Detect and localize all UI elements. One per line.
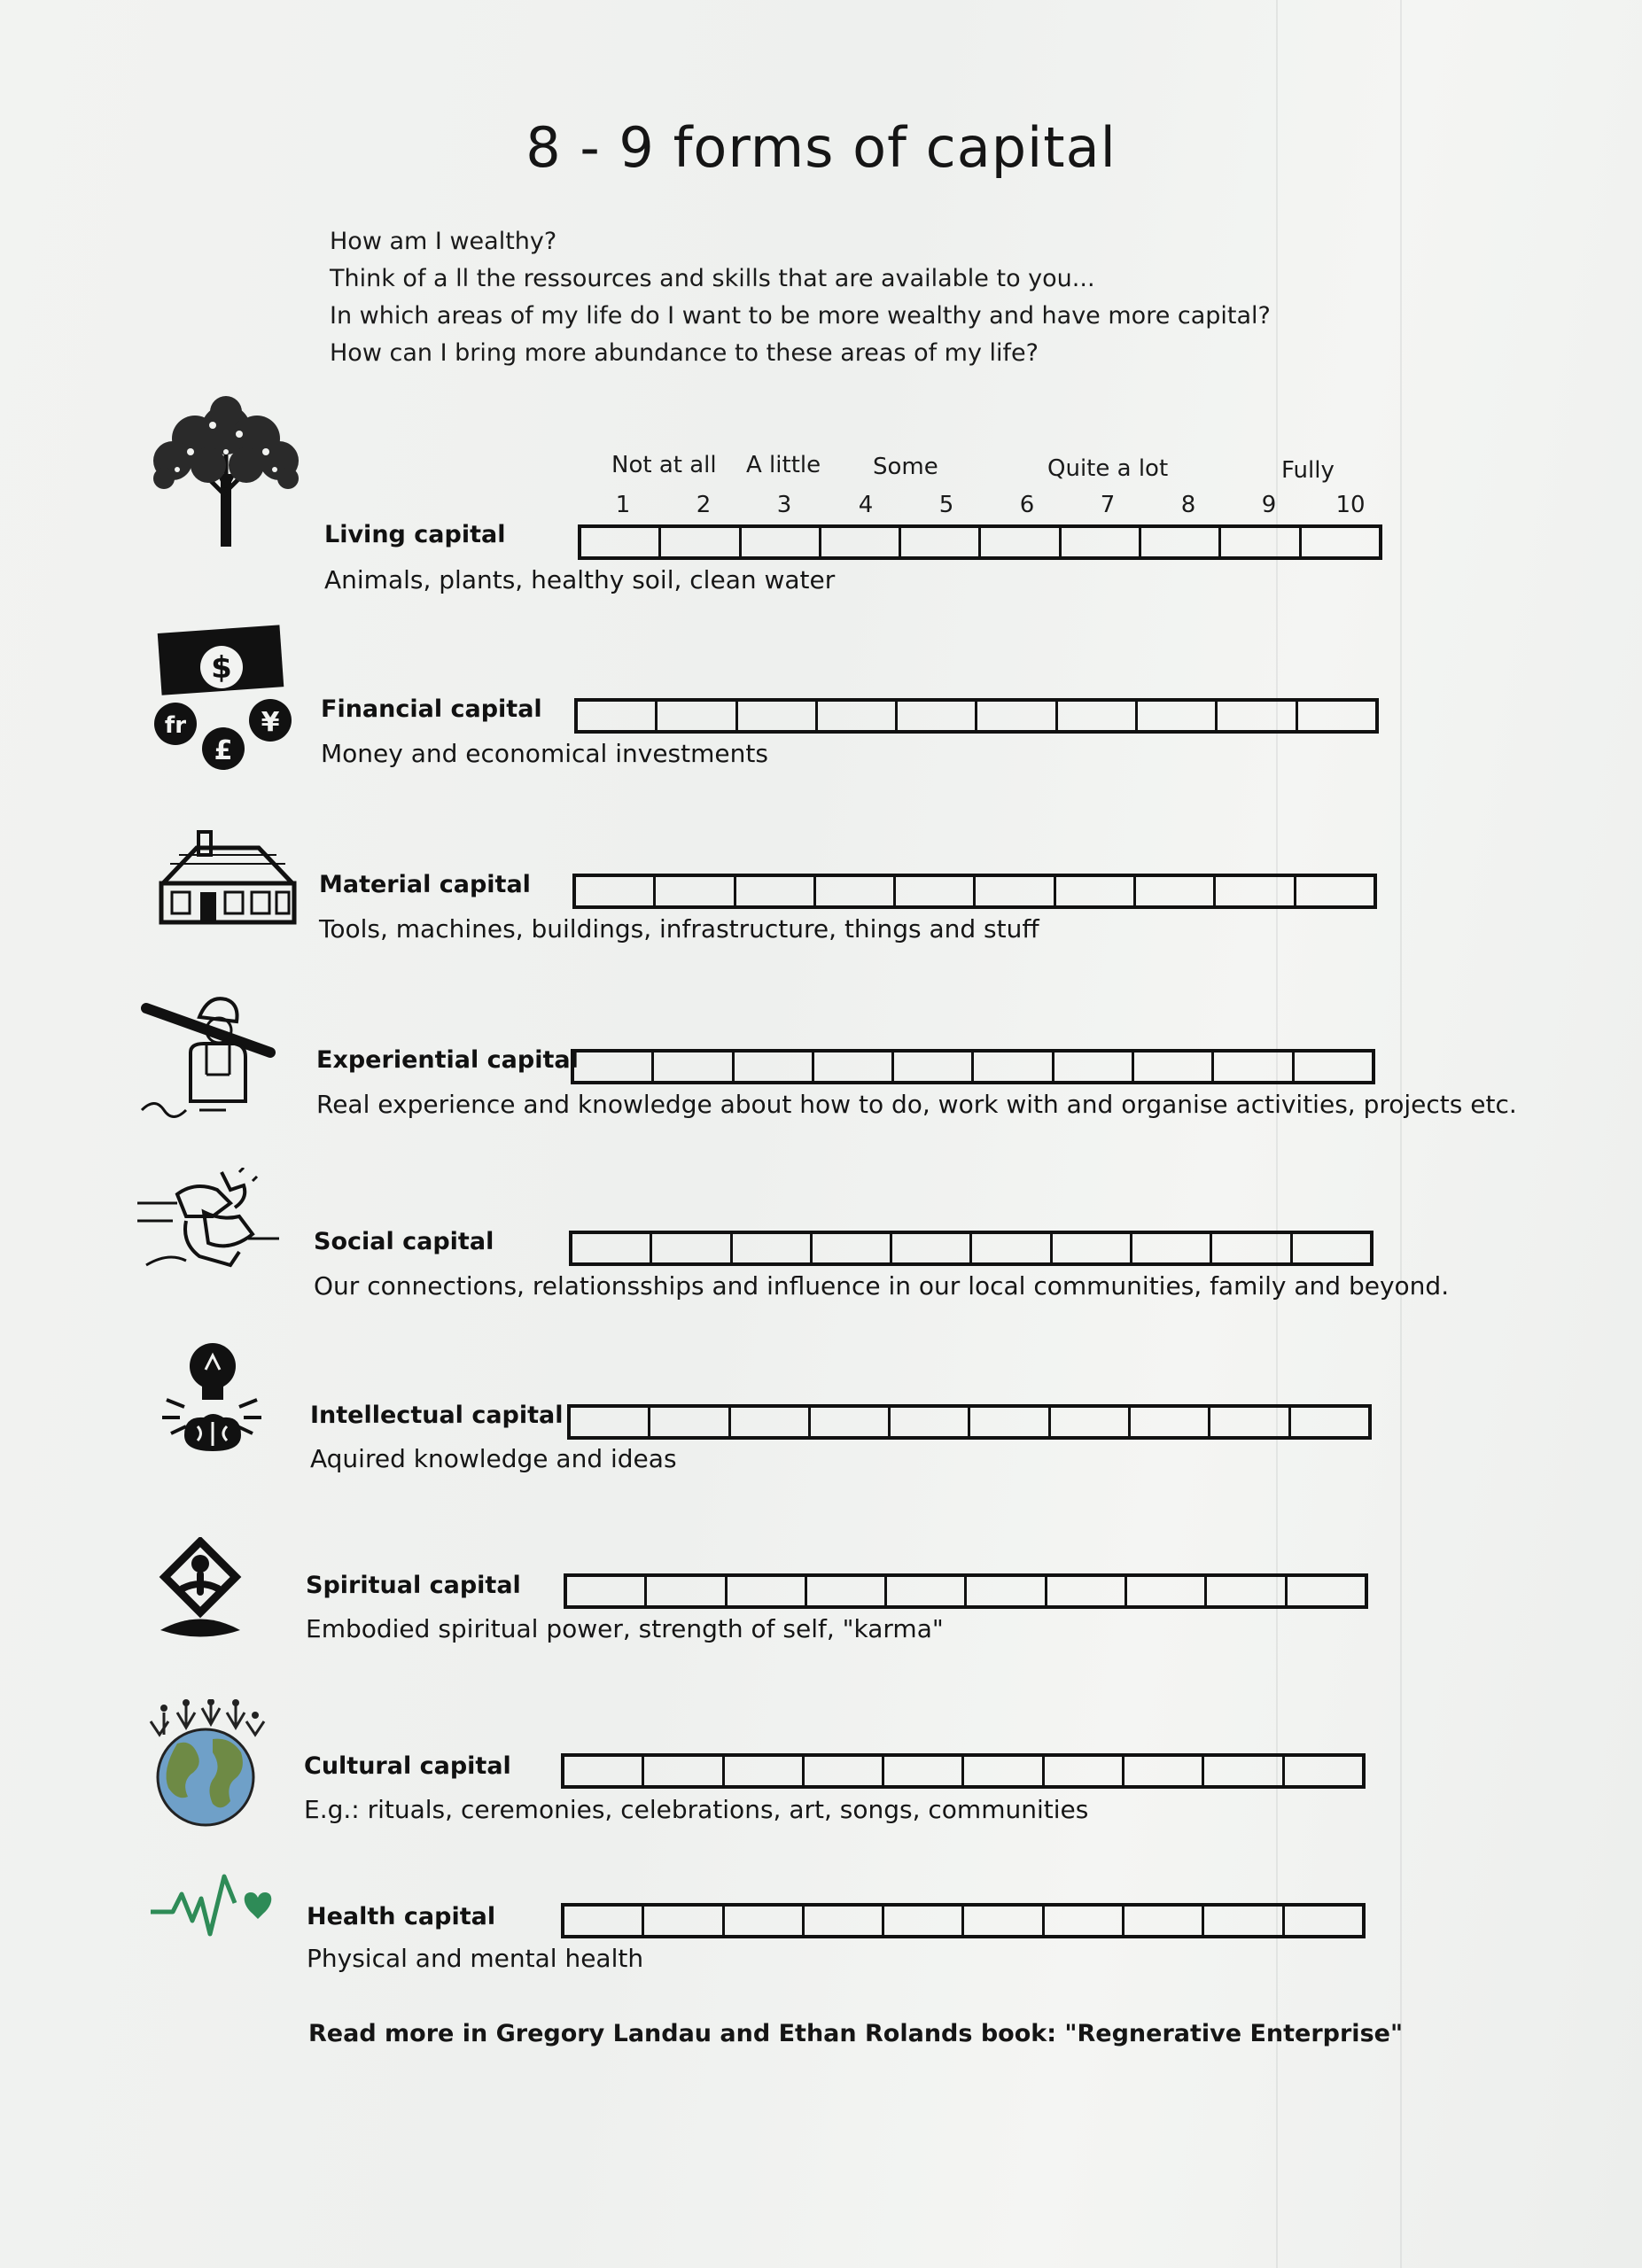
rating-box[interactable] [1124, 1907, 1204, 1935]
scale-number: 6 [1019, 492, 1035, 518]
rating-box[interactable] [887, 1577, 967, 1605]
rating-boxes[interactable] [569, 1231, 1374, 1266]
rating-box[interactable] [578, 702, 658, 730]
rating-box[interactable] [818, 702, 898, 730]
capital-description: Embodied spiritual power, strength of self, "karma" [306, 1614, 944, 1643]
rating-box[interactable] [650, 1408, 730, 1436]
rating-box[interactable] [894, 1052, 974, 1081]
intro-line: How can I bring more abundance to these areas of my life? [330, 339, 1039, 367]
rating-boxes[interactable] [564, 1573, 1368, 1609]
rating-box[interactable] [805, 1757, 884, 1785]
rating-box[interactable] [884, 1907, 964, 1935]
rating-box[interactable] [644, 1757, 724, 1785]
rating-box[interactable] [728, 1577, 807, 1605]
rating-box[interactable] [970, 1408, 1050, 1436]
franc-symbol: fr [164, 712, 187, 739]
rating-box[interactable] [1062, 528, 1141, 556]
rating-box[interactable] [1296, 877, 1374, 905]
capital-name: Health capital [307, 1903, 496, 1930]
rating-box[interactable] [647, 1577, 727, 1605]
rating-box[interactable] [811, 1408, 891, 1436]
scale-label-fully: Fully [1281, 457, 1335, 484]
scale-number: 10 [1335, 492, 1366, 518]
rating-box[interactable] [1216, 877, 1296, 905]
rating-box[interactable] [1141, 528, 1221, 556]
intro-line: In which areas of my life do I want to be more wealthy and have more capital? [330, 302, 1271, 330]
rating-box[interactable] [731, 1408, 811, 1436]
rating-box[interactable] [981, 528, 1061, 556]
rating-box[interactable] [1054, 1052, 1134, 1081]
rating-box[interactable] [1214, 1052, 1294, 1081]
rating-box[interactable] [1136, 877, 1216, 905]
rating-box[interactable] [742, 528, 821, 556]
rating-box[interactable] [1218, 702, 1297, 730]
scale-number: 7 [1100, 492, 1116, 518]
rating-box[interactable] [1131, 1408, 1210, 1436]
rating-box[interactable] [1045, 1757, 1124, 1785]
rating-box[interactable] [964, 1757, 1044, 1785]
scale-number: 4 [858, 492, 874, 518]
rating-box[interactable] [974, 1052, 1054, 1081]
hands-icon [133, 1168, 284, 1283]
rating-box[interactable] [1221, 528, 1301, 556]
rating-box[interactable] [738, 702, 818, 730]
capital-name: Material capital [319, 871, 531, 898]
rating-box[interactable] [1124, 1757, 1204, 1785]
rating-box[interactable] [658, 702, 737, 730]
rating-box[interactable] [977, 702, 1057, 730]
rating-box[interactable] [1285, 1757, 1362, 1785]
capital-description: Tools, machines, buildings, infrastructure, things and stuff [319, 914, 1039, 944]
rating-box[interactable] [1288, 1577, 1365, 1605]
rating-box[interactable] [1207, 1577, 1287, 1605]
rating-box[interactable] [1204, 1907, 1284, 1935]
rating-boxes[interactable] [578, 524, 1382, 560]
rating-box[interactable] [581, 528, 661, 556]
capital-name: Intellectual capital [310, 1402, 564, 1429]
rating-box[interactable] [821, 528, 901, 556]
rating-box[interactable] [1285, 1907, 1362, 1935]
scale-number: 1 [615, 492, 631, 518]
rating-box[interactable] [567, 1577, 647, 1605]
page-title: 8 - 9 forms of capital [525, 115, 1117, 180]
rating-box[interactable] [574, 1052, 654, 1081]
rating-box[interactable] [972, 1234, 1052, 1262]
capital-description: Our connections, relationsships and influence in our local communities, family and beyond. [314, 1271, 1450, 1301]
heartbeat-icon [146, 1868, 279, 1938]
yen-symbol: ¥ [261, 707, 280, 738]
rating-box[interactable] [654, 1052, 734, 1081]
rating-box[interactable] [805, 1907, 884, 1935]
capital-name: Cultural capital [304, 1752, 511, 1780]
scale-label-not-at-all: Not at all [611, 452, 717, 478]
rating-box[interactable] [1134, 1052, 1214, 1081]
rating-box[interactable] [1047, 1577, 1127, 1605]
capital-name: Spiritual capital [306, 1572, 521, 1599]
capital-description: Real experience and knowledge about how to do, work with and organise activities, projects etc. [316, 1090, 1517, 1119]
rating-box[interactable] [735, 1052, 814, 1081]
rating-box[interactable] [898, 702, 977, 730]
scale-number: 5 [938, 492, 954, 518]
paper-crease [1400, 0, 1402, 2268]
rating-box[interactable] [736, 877, 816, 905]
rating-boxes[interactable] [572, 874, 1377, 909]
rating-box[interactable] [652, 1234, 732, 1262]
globe-people-icon [142, 1699, 266, 1828]
capital-description: E.g.: rituals, ceremonies, celebrations, art, songs, communities [304, 1795, 1089, 1824]
pound-symbol: £ [214, 735, 233, 766]
rating-box[interactable] [896, 877, 976, 905]
rating-box[interactable] [901, 528, 981, 556]
capital-description: Aquired knowledge and ideas [310, 1444, 677, 1473]
meditation-icon [156, 1537, 245, 1643]
rating-box[interactable] [807, 1577, 887, 1605]
capital-description: Money and economical investments [321, 739, 768, 768]
scale-number: 2 [696, 492, 712, 518]
rating-box[interactable] [1298, 702, 1375, 730]
rating-box[interactable] [1056, 877, 1136, 905]
rating-box[interactable] [1204, 1757, 1284, 1785]
rating-box[interactable] [661, 528, 741, 556]
rating-boxes[interactable] [574, 698, 1379, 734]
scale-label-a-little: A little [746, 452, 821, 478]
intro-line: How am I wealthy? [330, 228, 557, 255]
rating-boxes[interactable] [567, 1404, 1372, 1440]
rating-box[interactable] [644, 1907, 724, 1935]
dollar-symbol: $ [211, 650, 232, 686]
rating-box[interactable] [1132, 1234, 1212, 1262]
capital-description: Physical and mental health [307, 1944, 644, 1973]
rating-box[interactable] [813, 1234, 892, 1262]
rating-box[interactable] [1138, 702, 1218, 730]
rating-boxes[interactable] [571, 1049, 1375, 1084]
rating-boxes[interactable] [561, 1903, 1366, 1938]
tree-icon [142, 390, 310, 549]
capital-name: Experiential capital [316, 1046, 579, 1074]
rating-box[interactable] [884, 1757, 964, 1785]
money-icon [151, 625, 301, 775]
footer-reference: Read more in Gregory Landau and Ethan Rolands book: "Regnerative Enterprise" [308, 2020, 1404, 2047]
rating-box[interactable] [1210, 1408, 1290, 1436]
rating-box[interactable] [725, 1757, 805, 1785]
rating-box[interactable] [564, 1757, 644, 1785]
rating-box[interactable] [1058, 702, 1138, 730]
worker-icon [137, 990, 297, 1123]
rating-box[interactable] [964, 1907, 1044, 1935]
scale-number: 3 [776, 492, 792, 518]
rating-box[interactable] [1045, 1907, 1124, 1935]
rating-box[interactable] [1302, 528, 1379, 556]
house-icon [152, 828, 303, 935]
scale-number: 8 [1180, 492, 1196, 518]
intro-line: Think of a ll the ressources and skills that are available to you... [330, 265, 1095, 292]
scale-number: 9 [1261, 492, 1277, 518]
scale-label-quite-a-lot: Quite a lot [1047, 455, 1169, 482]
rating-box[interactable] [1127, 1577, 1207, 1605]
rating-box[interactable] [816, 877, 896, 905]
rating-box[interactable] [1291, 1408, 1368, 1436]
rating-box[interactable] [733, 1234, 813, 1262]
rating-box[interactable] [725, 1907, 805, 1935]
rating-box[interactable] [656, 877, 735, 905]
rating-box[interactable] [1051, 1408, 1131, 1436]
capital-name: Living capital [324, 521, 506, 548]
rating-box[interactable] [1053, 1234, 1132, 1262]
intro-text [330, 223, 1271, 372]
rating-box[interactable] [571, 1408, 650, 1436]
rating-box[interactable] [892, 1234, 972, 1262]
scale-label-some: Some [873, 454, 938, 480]
rating-box[interactable] [1295, 1052, 1372, 1081]
rating-box[interactable] [1212, 1234, 1292, 1262]
rating-box[interactable] [814, 1052, 894, 1081]
rating-boxes[interactable] [561, 1753, 1366, 1789]
rating-box[interactable] [1293, 1234, 1370, 1262]
capital-name: Financial capital [321, 695, 542, 723]
rating-box[interactable] [564, 1907, 644, 1935]
rating-box[interactable] [572, 1234, 652, 1262]
lightbulb-brain-icon [149, 1338, 273, 1471]
rating-box[interactable] [967, 1577, 1047, 1605]
rating-box[interactable] [576, 877, 656, 905]
rating-box[interactable] [891, 1408, 970, 1436]
capital-name: Social capital [314, 1228, 494, 1255]
capital-description: Animals, plants, healthy soil, clean water [324, 565, 836, 594]
rating-box[interactable] [976, 877, 1055, 905]
